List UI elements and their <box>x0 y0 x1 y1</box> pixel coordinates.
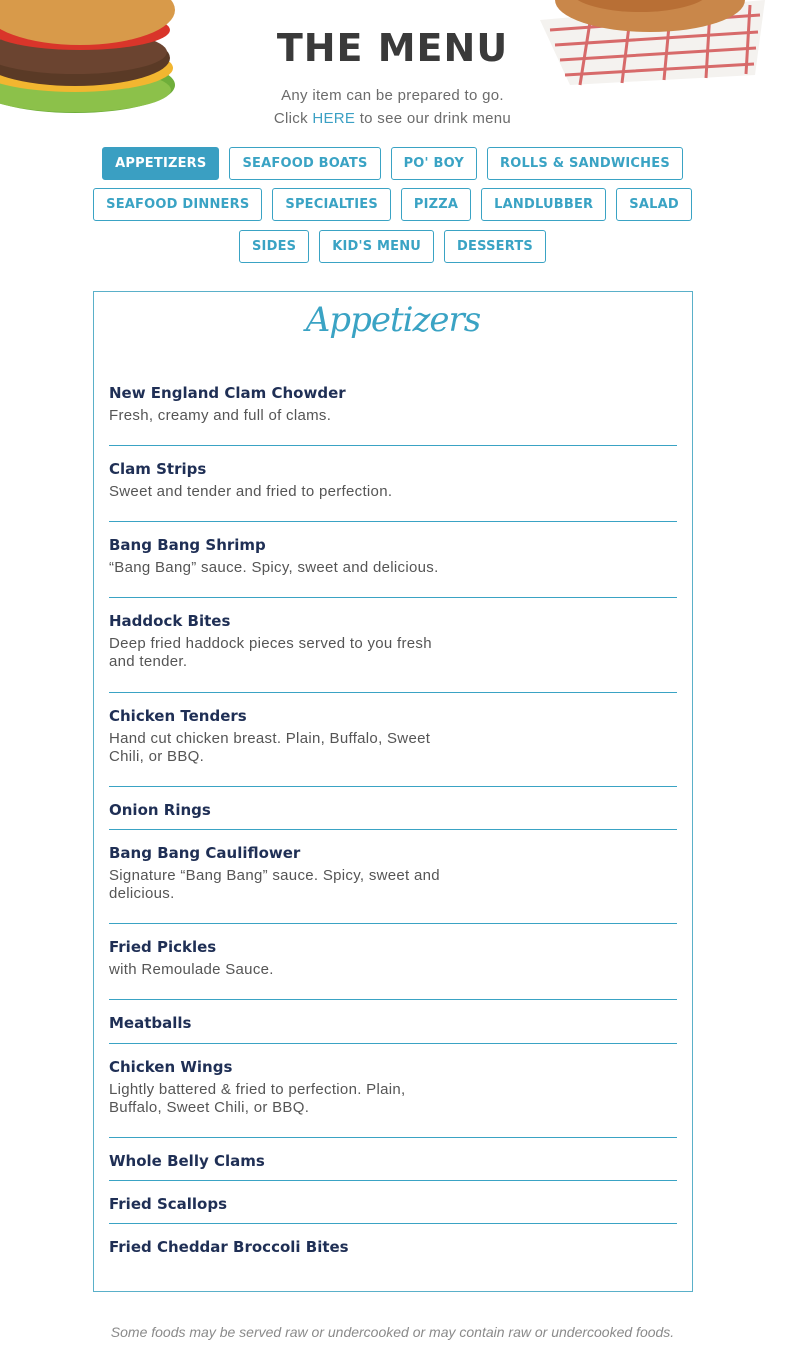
item-name: Onion Rings <box>109 801 211 819</box>
item-divider <box>109 445 677 446</box>
item-divider <box>109 1180 677 1181</box>
item-name: Bang Bang Cauliflower <box>109 844 301 862</box>
item-divider <box>109 786 677 787</box>
menu-item <box>109 384 677 425</box>
item-divider <box>109 1223 677 1224</box>
item-description: Lightly battered & fried to perfection. Plain, Buffalo, Sweet Chili, or BBQ. <box>109 1081 406 1116</box>
menu-item <box>109 938 677 979</box>
tab-specialties[interactable]: SPECIALTIES <box>272 188 391 221</box>
tab-kids-menu[interactable]: KID'S MENU <box>319 230 434 263</box>
item-name: Fried Cheddar Broccoli Bites <box>109 1238 349 1256</box>
item-divider <box>109 1043 677 1044</box>
item-divider <box>109 597 677 598</box>
drink-menu-note <box>0 110 785 127</box>
menu-item <box>109 844 677 903</box>
item-name: Whole Belly Clams <box>109 1152 265 1170</box>
menu-tabs-row-1 <box>0 147 785 180</box>
item-divider <box>109 521 677 522</box>
tab-rolls-sandwiches[interactable]: ROLLS & SANDWICHES <box>487 147 683 180</box>
tab-pizza[interactable]: PIZZA <box>401 188 471 221</box>
menu-item <box>109 536 677 577</box>
item-divider <box>109 999 677 1000</box>
item-divider <box>109 829 677 830</box>
menu-item <box>109 1058 677 1117</box>
item-name: Meatballs <box>109 1014 192 1032</box>
menu-tabs-row-2 <box>0 188 785 221</box>
raw-food-disclaimer: Some foods may be served raw or undercooked or may contain raw or undercooked foods. <box>110 1324 675 1340</box>
menu-item <box>109 1195 677 1213</box>
item-description: Sweet and tender and fried to perfection. <box>109 483 393 500</box>
menu-item <box>109 1014 677 1032</box>
item-name: Bang Bang Shrimp <box>109 536 266 554</box>
tab-seafood-boats[interactable]: SEAFOOD BOATS <box>229 147 380 180</box>
item-divider <box>109 692 677 693</box>
menu-item <box>109 1152 677 1170</box>
drink-menu-link[interactable]: HERE <box>312 110 356 127</box>
tab-po-boy[interactable]: PO' BOY <box>391 147 477 180</box>
item-divider <box>109 1137 677 1138</box>
tab-salad[interactable]: SALAD <box>616 188 692 221</box>
section-title: Appetizers <box>305 300 481 340</box>
item-name: New England Clam Chowder <box>109 384 346 402</box>
page-title: THE MENU <box>276 26 509 70</box>
item-description: Deep fried haddock pieces served to you fresh and tender. <box>109 635 432 670</box>
item-divider <box>109 923 677 924</box>
tab-desserts[interactable]: DESSERTS <box>444 230 546 263</box>
menu-item <box>109 801 677 819</box>
item-description: with Remoulade Sauce. <box>109 961 274 978</box>
item-name: Clam Strips <box>109 460 207 478</box>
menu-tabs-row-3 <box>0 230 785 263</box>
item-name: Fried Pickles <box>109 938 217 956</box>
tab-appetizers[interactable]: APPETIZERS <box>102 147 219 180</box>
item-description: Fresh, creamy and full of clams. <box>109 407 332 424</box>
to-go-note: Any item can be prepared to go. <box>281 87 504 104</box>
tab-sides[interactable]: SIDES <box>239 230 309 263</box>
item-name: Chicken Tenders <box>109 707 247 725</box>
tab-landlubber[interactable]: LANDLUBBER <box>481 188 606 221</box>
menu-item <box>109 1238 677 1256</box>
item-description: “Bang Bang” sauce. Spicy, sweet and delicious. <box>109 559 439 576</box>
item-description: Signature “Bang Bang” sauce. Spicy, sweet and delicious. <box>109 867 440 902</box>
menu-item <box>109 460 677 501</box>
item-name: Fried Scallops <box>109 1195 228 1213</box>
click-text: Click <box>273 110 313 127</box>
item-name: Haddock Bites <box>109 612 231 630</box>
item-description: Hand cut chicken breast. Plain, Buffalo, Sweet Chili, or BBQ. <box>109 730 431 765</box>
drink-menu-text: to see our drink menu <box>355 110 512 127</box>
menu-panel <box>93 291 693 1292</box>
item-name: Chicken Wings <box>109 1058 233 1076</box>
menu-item <box>109 707 677 766</box>
tab-seafood-dinners[interactable]: SEAFOOD DINNERS <box>93 188 262 221</box>
menu-item <box>109 612 677 671</box>
